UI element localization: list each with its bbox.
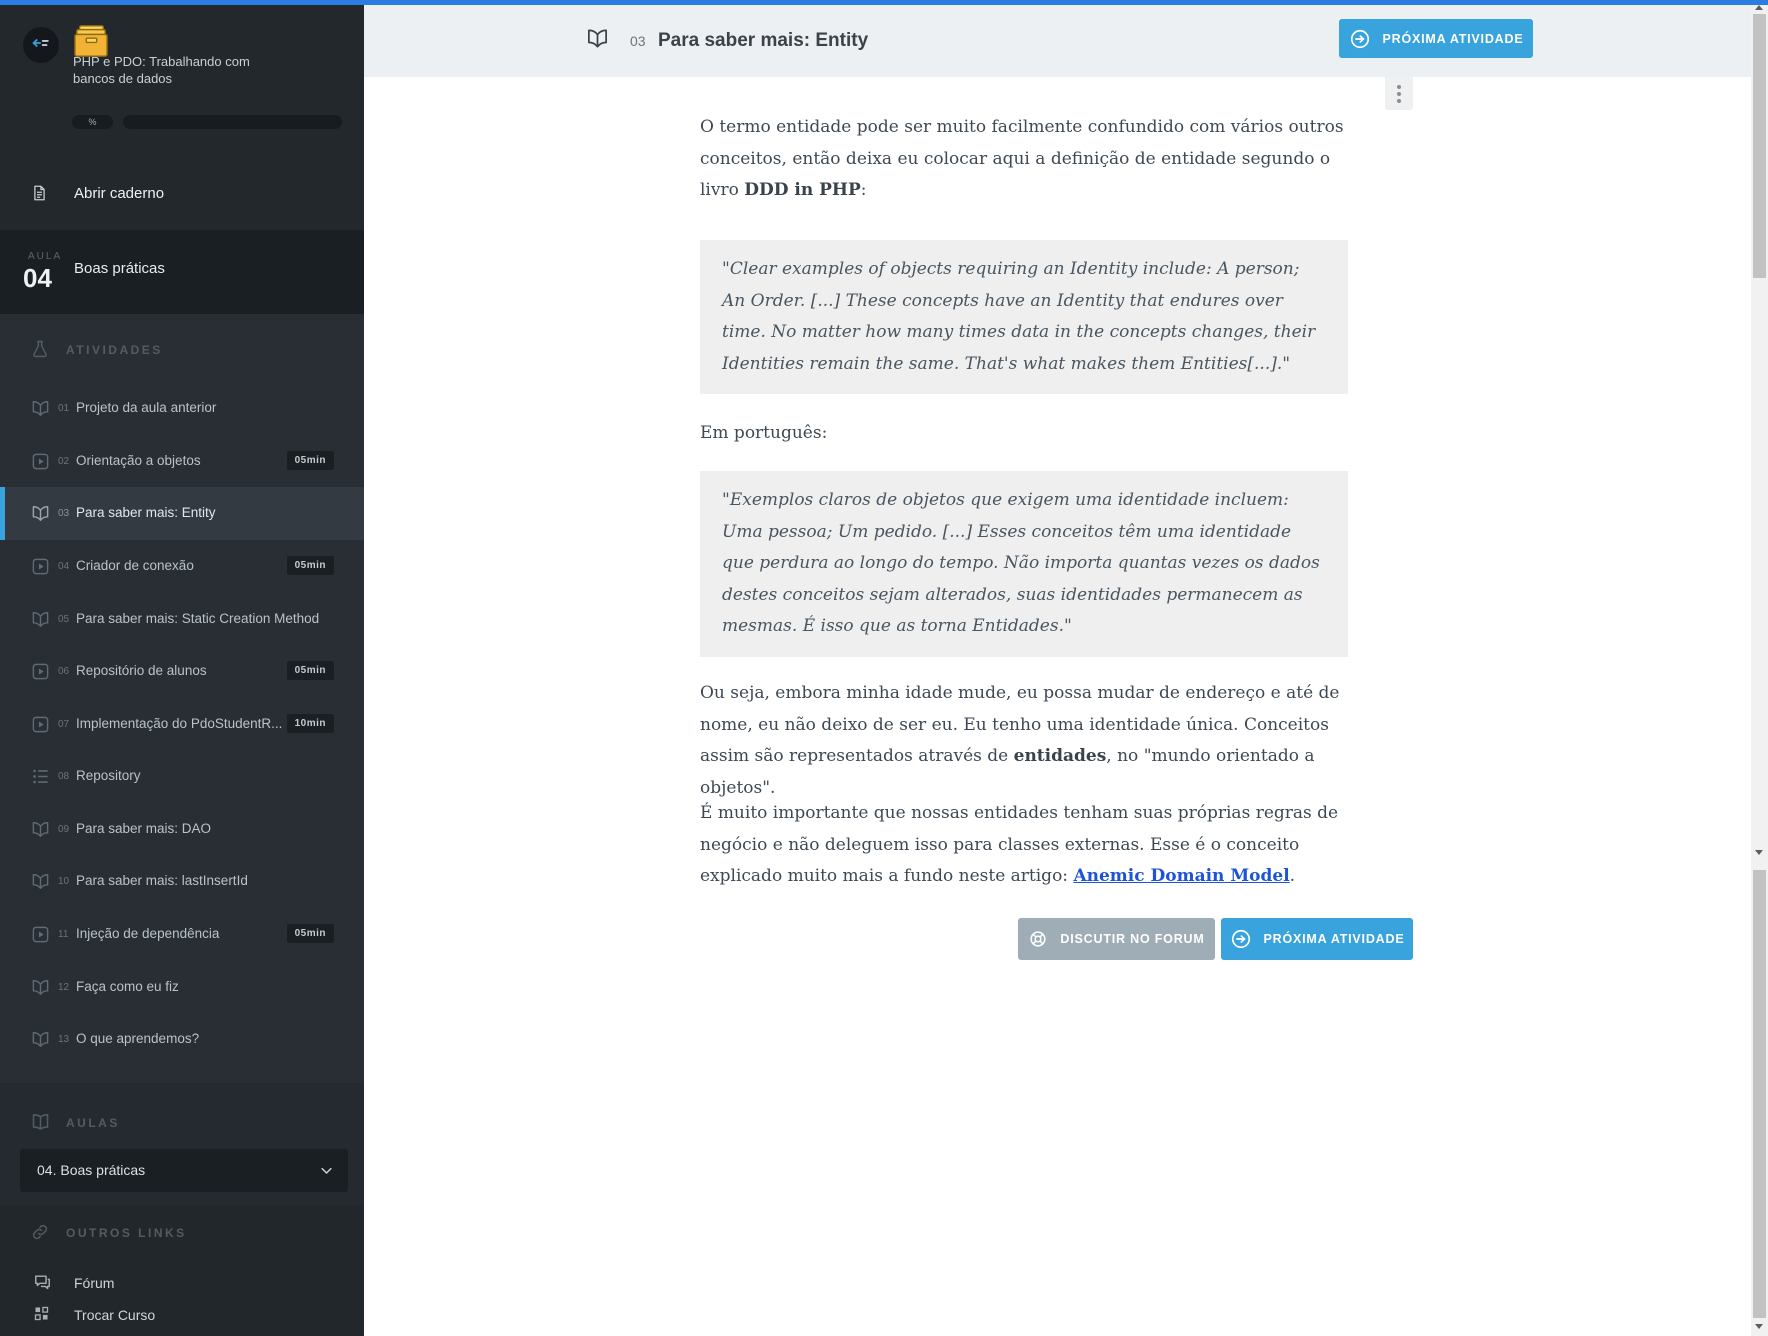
link-chain-icon bbox=[30, 1222, 50, 1247]
activity-item-13[interactable] bbox=[0, 1013, 364, 1066]
activity-label: Criador de conexão bbox=[76, 558, 194, 573]
activity-number: 03 bbox=[630, 33, 646, 49]
open-notebook-button[interactable] bbox=[0, 170, 364, 220]
discuss-forum-label: DISCUTIR NO FORUM bbox=[1060, 932, 1205, 946]
activities-section-header bbox=[0, 338, 364, 366]
forum-label: Fórum bbox=[74, 1275, 115, 1291]
activity-number: 12 bbox=[58, 982, 70, 993]
duration-badge: 05min bbox=[287, 661, 334, 680]
sidebar bbox=[0, 5, 364, 1336]
activity-number: 13 bbox=[58, 1034, 70, 1045]
activity-header bbox=[364, 5, 1751, 77]
next-activity-button-top[interactable] bbox=[1339, 19, 1533, 58]
activity-number: 03 bbox=[58, 508, 70, 519]
arrow-circle-icon bbox=[1230, 928, 1252, 950]
document-icon bbox=[31, 183, 48, 208]
activity-item-02[interactable] bbox=[0, 435, 364, 488]
paragraph-em-portugues: Em português: bbox=[700, 423, 828, 443]
flask-icon bbox=[30, 339, 50, 364]
next-activity-label: PRÓXIMA ATIVIDADE bbox=[1382, 31, 1524, 46]
activity-item-07[interactable] bbox=[0, 698, 364, 751]
open-notebook-label: Abrir caderno bbox=[74, 185, 165, 202]
aulas-section-header bbox=[0, 1111, 364, 1139]
scrollbar[interactable] bbox=[1751, 0, 1768, 1336]
kebab-menu-button[interactable] bbox=[1385, 77, 1413, 110]
activity-item-12[interactable] bbox=[0, 961, 364, 1014]
grid-icon bbox=[33, 1305, 50, 1327]
paragraph-identity: Ou seja, embora minha idade mude, eu possa mudar de endereço e até de nome, eu não deixo de ser eu. Eu tenho uma identidade única. Conceitos assim são representados através de entidades, no "mundo orientado a objetos". bbox=[700, 683, 1340, 798]
top-progress-bar bbox=[0, 0, 1768, 5]
arrow-circle-icon bbox=[1349, 28, 1371, 50]
activity-label: Repository bbox=[76, 768, 141, 783]
activity-label: Injeção de dependência bbox=[76, 926, 220, 941]
video-icon bbox=[31, 925, 50, 949]
activity-number: 07 bbox=[58, 719, 70, 730]
outros-links-section-header bbox=[0, 1221, 364, 1249]
duration-badge: 10min bbox=[287, 714, 334, 733]
aulas-header-label: AULAS bbox=[66, 1116, 120, 1130]
activity-label: Para saber mais: Entity bbox=[76, 505, 216, 520]
activity-label: Repositório de alunos bbox=[76, 663, 207, 678]
activity-number: 04 bbox=[58, 561, 70, 572]
activity-number: 01 bbox=[58, 403, 70, 414]
lesson-badge-number: 04 bbox=[23, 263, 52, 293]
duration-badge: 05min bbox=[287, 924, 334, 943]
activity-item-08[interactable] bbox=[0, 750, 364, 803]
book-icon bbox=[30, 1112, 51, 1138]
paragraph-rules: É muito importante que nossas entidades tenham suas próprias regras de negócio e não deleguem isso para classes externas. Esse é o conceito explicado muito mais a fundo neste artigo: Anemic Domain Model. bbox=[700, 803, 1339, 886]
trocar-curso-link[interactable] bbox=[0, 1301, 364, 1331]
open-book-icon bbox=[586, 27, 609, 55]
scroll-down-arrow-icon[interactable] bbox=[1755, 1324, 1763, 1329]
discuss-forum-button[interactable] bbox=[1018, 918, 1215, 960]
blockquote-english: "Clear examples of objects requiring an Identity include: A person; An Order. [...] These concepts have an Identity that endures over time. No matter how many times data in the concepts changes, their Identities remain the same. That's what makes them Entities[...]." bbox=[700, 240, 1348, 394]
activity-number: 11 bbox=[58, 929, 69, 940]
page-title: Para saber mais: Entity bbox=[658, 30, 869, 51]
video-icon bbox=[31, 662, 50, 686]
video-icon bbox=[31, 715, 50, 739]
scroll-down-arrow-icon[interactable] bbox=[1755, 850, 1763, 855]
course-title: PHP e PDO: Trabalhando com bancos de dados bbox=[73, 54, 250, 86]
blockquote-portuguese: "Exemplos claros de objetos que exigem uma identidade incluem: Uma pessoa; Um pedido. [...] Esses conceitos têm uma identidade que perdura ao longo do tempo. Não importa quantas vezes os dados destes conceitos sejam alterados, suas identidades permanecem as mesmas. É isso que as torna Entidades." bbox=[700, 471, 1348, 657]
progress-percent-badge: % bbox=[72, 115, 113, 129]
open-book-icon bbox=[31, 820, 50, 844]
video-icon bbox=[31, 557, 50, 581]
activity-label: Faça como eu fiz bbox=[76, 979, 179, 994]
activities-header-label: ATIVIDADES bbox=[66, 343, 163, 357]
open-book-icon bbox=[31, 872, 50, 896]
collapse-arrow-icon bbox=[31, 33, 51, 58]
anemic-domain-model-link[interactable]: Anemic Domain Model bbox=[1073, 866, 1290, 886]
activity-label: Para saber mais: Static Creation Method bbox=[76, 611, 320, 626]
trocar-curso-label: Trocar Curso bbox=[74, 1307, 156, 1323]
course-progress-track bbox=[123, 115, 342, 129]
paragraph-intro: O termo entidade pode ser muito facilmente confundido com vários outros conceitos, então deixa eu colocar aqui a definição de entidade segundo o livro DDD in PHP: bbox=[700, 117, 1344, 200]
next-activity-label: PRÓXIMA ATIVIDADE bbox=[1263, 932, 1405, 946]
activity-item-10[interactable] bbox=[0, 855, 364, 908]
activity-label: Para saber mais: DAO bbox=[76, 821, 212, 836]
scrollbar-thumb-inner[interactable] bbox=[1753, 14, 1766, 278]
collapse-sidebar-button[interactable] bbox=[23, 27, 59, 63]
activity-number: 02 bbox=[58, 456, 70, 467]
current-lesson-band bbox=[0, 230, 364, 314]
open-book-icon bbox=[31, 399, 50, 423]
duration-badge: 05min bbox=[287, 451, 334, 470]
open-book-icon bbox=[31, 610, 50, 634]
lesson-badge-title: Boas práticas bbox=[74, 260, 165, 277]
scroll-up-arrow-icon[interactable] bbox=[1755, 5, 1763, 10]
outros-links-header-label: OUTROS LINKS bbox=[66, 1226, 187, 1240]
chat-bubbles-icon bbox=[33, 1273, 52, 1297]
next-activity-button-bottom[interactable] bbox=[1221, 918, 1413, 960]
activity-number: 05 bbox=[58, 614, 70, 625]
lesson-badge-label: AULA bbox=[28, 251, 63, 262]
activity-item-04[interactable] bbox=[0, 540, 364, 593]
activity-item-11[interactable] bbox=[0, 908, 364, 961]
chevron-down-icon bbox=[319, 1163, 334, 1183]
scrollbar-thumb-outer[interactable] bbox=[1753, 870, 1766, 1318]
selected-lesson-label: 04. Boas práticas bbox=[37, 1162, 146, 1178]
activity-label: Projeto da aula anterior bbox=[76, 400, 217, 415]
video-icon bbox=[31, 452, 50, 476]
open-book-icon bbox=[31, 978, 50, 1002]
activity-label: Implementação do PdoStudentR... bbox=[76, 716, 283, 731]
activity-item-09[interactable] bbox=[0, 803, 364, 856]
activity-number: 06 bbox=[58, 666, 70, 677]
list-icon bbox=[31, 767, 50, 791]
activity-label: Para saber mais: lastInsertId bbox=[76, 873, 248, 888]
activity-item-03-selected[interactable] bbox=[0, 487, 364, 540]
forum-link[interactable] bbox=[0, 1269, 364, 1299]
activity-label: O que aprendemos? bbox=[76, 1031, 200, 1046]
activity-item-05[interactable] bbox=[0, 593, 364, 646]
open-book-icon bbox=[31, 504, 50, 528]
activity-number: 08 bbox=[58, 771, 70, 782]
activity-item-06[interactable] bbox=[0, 645, 364, 698]
activity-number: 10 bbox=[58, 876, 70, 887]
activity-item-01[interactable] bbox=[0, 382, 364, 435]
open-book-icon bbox=[31, 1030, 50, 1054]
activity-number: 09 bbox=[58, 824, 70, 835]
lesson-select-dropdown[interactable] bbox=[20, 1149, 348, 1192]
duration-badge: 05min bbox=[287, 556, 334, 575]
activity-label: Orientação a objetos bbox=[76, 453, 201, 468]
main-content bbox=[364, 5, 1751, 1336]
lifebuoy-icon bbox=[1028, 929, 1048, 949]
